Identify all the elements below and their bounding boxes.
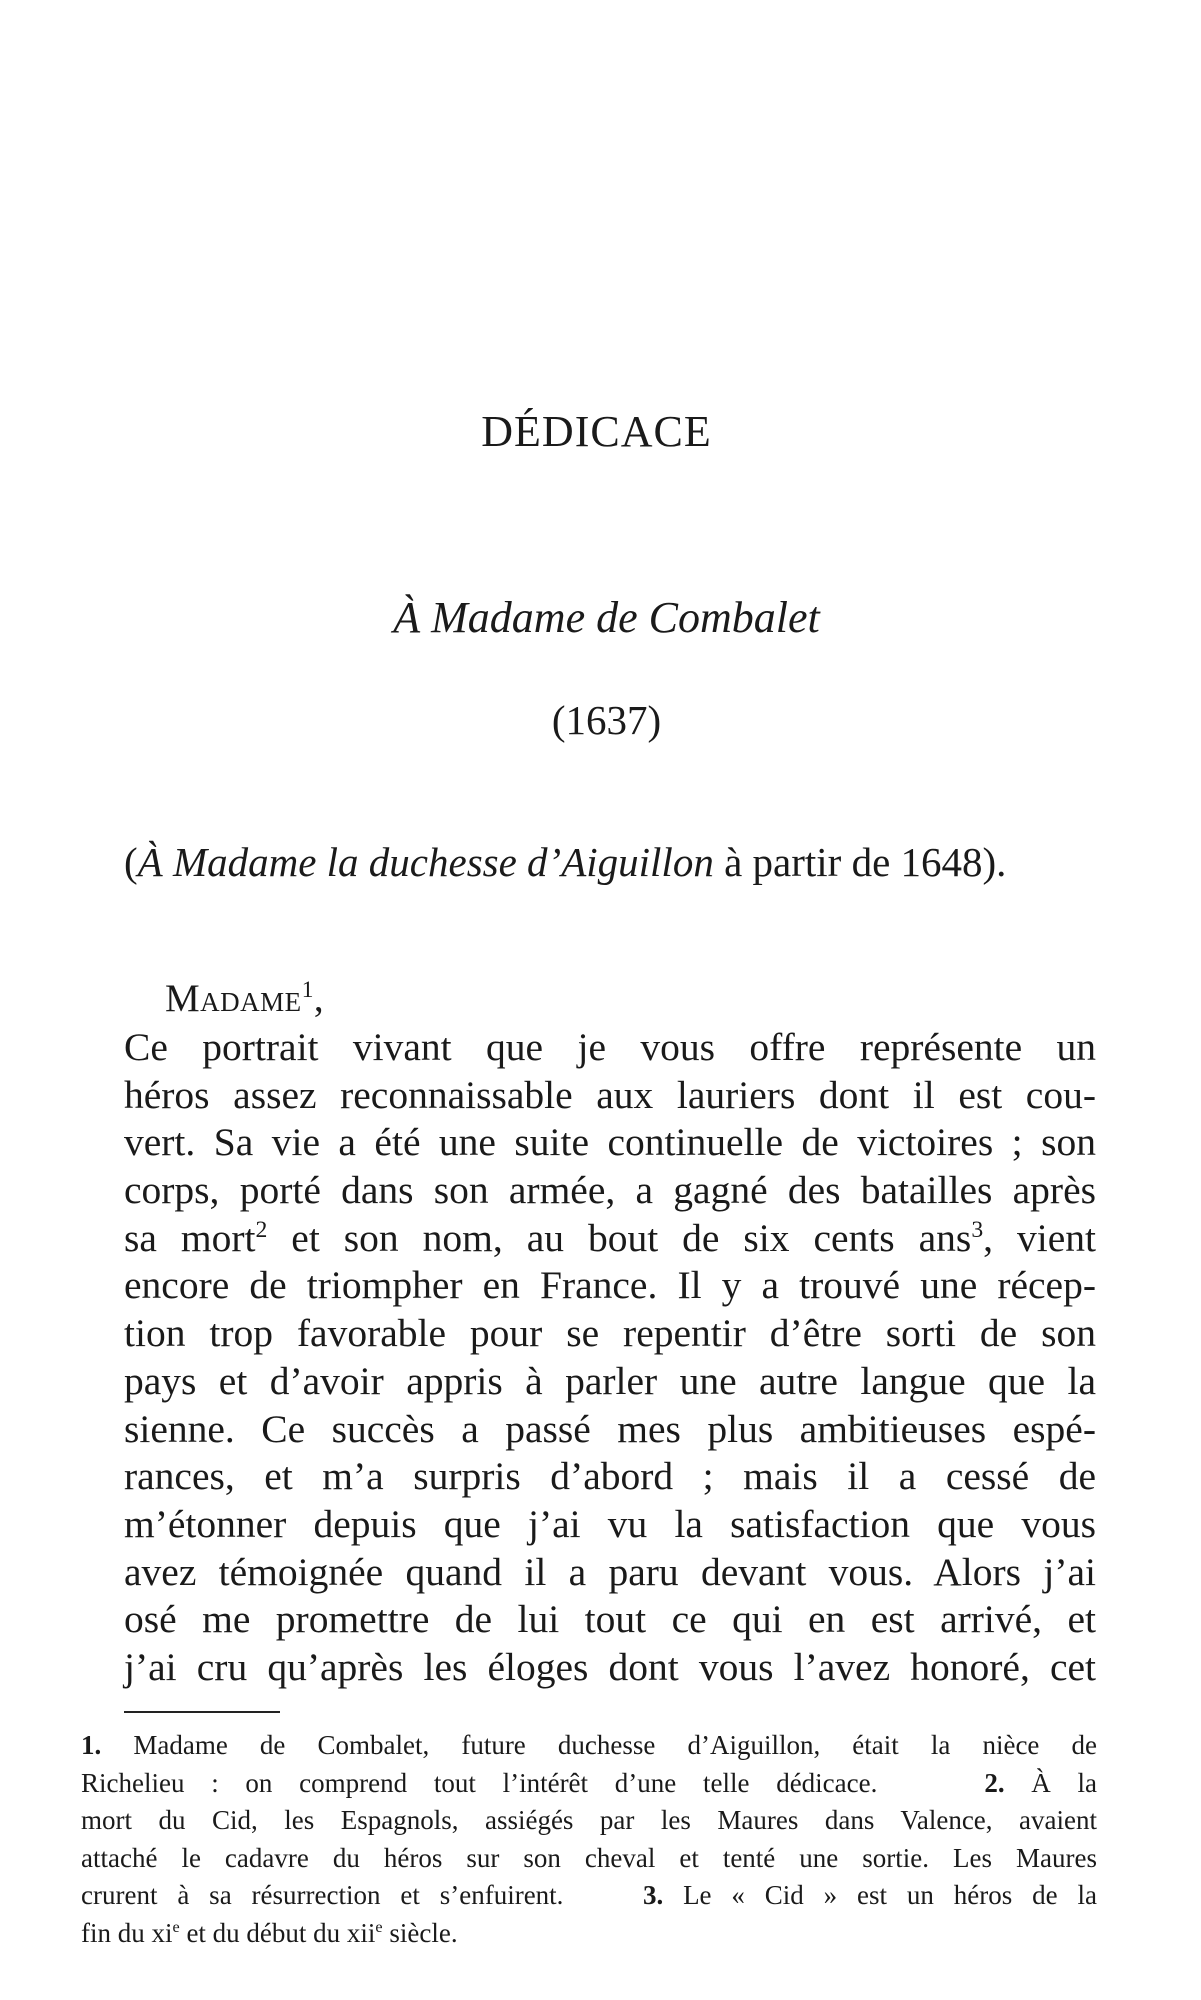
dedication-year: (1637) — [551, 697, 662, 743]
body-line: tion trop favorable pour se repentir d’être sorti de son — [124, 1311, 1096, 1356]
footnote-line: mort du Cid, les Espagnols, assiégés par les Maures dans Valence, avaient — [81, 1805, 1097, 1835]
footnote-text: Richelieu : on comprend tout l’intérêt d’une telle dédicace. — [81, 1767, 878, 1798]
body-line: avez témoignée quand il a paru devant vous. Alors j’ai — [124, 1549, 1096, 1594]
superscript: e — [172, 1917, 180, 1936]
footnote-ref-3: 3 — [971, 1216, 984, 1243]
later-title-rest: à partir de 1648). — [713, 839, 1007, 885]
footnote-line — [81, 1915, 1097, 1953]
body-line: rances, et m’a surpris d’abord ; mais il a cessé de — [124, 1454, 1096, 1499]
body-line: osé me promettre de lui tout ce qui en est arrivé, et — [124, 1597, 1096, 1642]
footnote-text: et du début du xii — [179, 1917, 376, 1948]
salutation-text: Madame — [165, 977, 302, 1020]
footnote-number: 1. — [81, 1730, 102, 1760]
footnote-text: À la — [1004, 1767, 1098, 1798]
footnote-ref-1: 1 — [301, 977, 314, 1003]
page-title: DÉDICACE — [481, 407, 712, 456]
footnote-text: siècle. — [382, 1917, 458, 1948]
footnote-separator — [124, 1711, 280, 1713]
body-line: pays et d’avoir appris à parler une autre langue que la — [124, 1358, 1096, 1403]
dedication-addressee: À Madame de Combalet — [393, 593, 820, 642]
body-fragment: sa mort — [124, 1215, 256, 1260]
footnote-number: 2. — [984, 1767, 1005, 1798]
body-line: vert. Sa vie a été une suite continuelle de victoires ; son — [124, 1120, 1096, 1165]
body-line: corps, porté dans son armée, a gagné des batailles après — [124, 1168, 1096, 1213]
body-line: Ce portrait vivant que je vous offre représente un — [124, 1025, 1096, 1069]
superscript: e — [375, 1917, 383, 1936]
footnote-text: Madame de Combalet, future duchesse d’Aiguillon, était la nièce de — [101, 1730, 1097, 1760]
footnote-text: crurent à sa résurrection et s’enfuirent. — [81, 1880, 564, 1910]
footnote-text: fin du xi — [81, 1917, 173, 1948]
footnote-line — [81, 1877, 1097, 1915]
footnote-text: Le « Cid » est un héros de la — [663, 1880, 1097, 1910]
footnote-line: attaché le cadavre du héros sur son cheval et tenté une sortie. Les Maures — [81, 1842, 1097, 1873]
later-dedication-title — [124, 838, 1104, 886]
body-line: sienne. Ce succès a passé mes plus ambitieuses espé- — [124, 1406, 1096, 1451]
body-line: j’ai cru qu’après les éloges dont vous l’avez honoré, cet — [124, 1644, 1096, 1689]
salutation-punct: , — [313, 977, 325, 1020]
footnote-number: 3. — [642, 1880, 664, 1910]
footnotes — [81, 1727, 1097, 1952]
later-title-italic: À Madame la duchesse d’Aiguillon — [137, 839, 714, 885]
body-fragment: , vient — [983, 1215, 1096, 1260]
footnote-line — [81, 1765, 1097, 1803]
footnote-line — [81, 1727, 1097, 1765]
dedication-body — [124, 1024, 1096, 1692]
body-line: m’étonner depuis que j’ai vu la satisfaction que vous — [124, 1501, 1096, 1546]
later-title-open: ( — [124, 839, 138, 885]
body-line-with-notes — [124, 1215, 1096, 1263]
body-line: encore de triompher en France. Il y a trouvé une récep- — [124, 1263, 1096, 1308]
salutation — [165, 976, 324, 1021]
body-line: héros assez reconnaissable aux lauriers dont il est cou- — [124, 1072, 1096, 1117]
footnote-ref-2: 2 — [255, 1216, 268, 1243]
body-fragment: et son nom, au bout de six cents ans — [267, 1215, 972, 1260]
